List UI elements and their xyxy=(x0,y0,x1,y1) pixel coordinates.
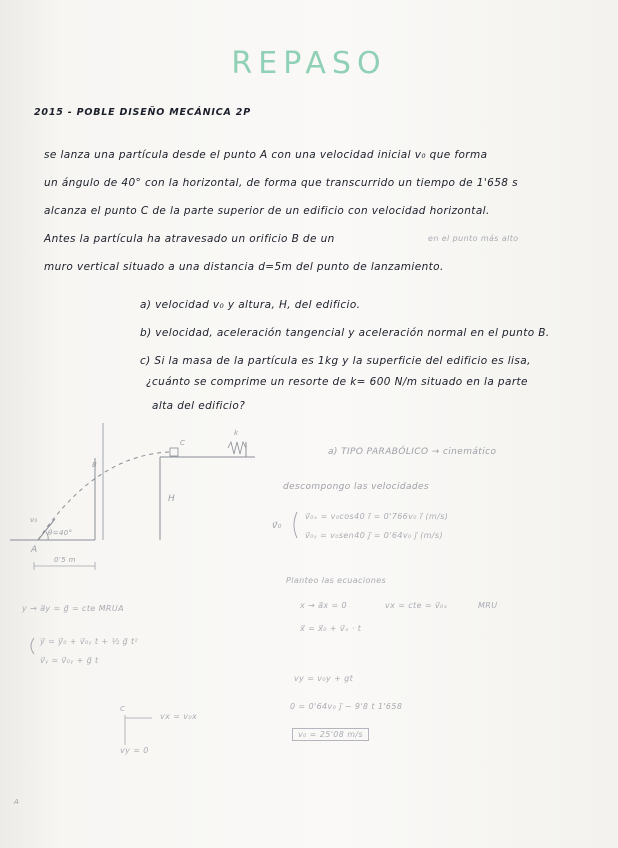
question-a: a) velocidad v₀ y altura, H, del edificio. xyxy=(140,299,361,311)
vy-equation: vy = v₀y + gt xyxy=(294,674,354,683)
problem-line-2: un ángulo de 40° con la horizontal, de forma que transcurrido un tiempo de 1'658 s xyxy=(44,177,518,189)
corner-mark: A xyxy=(14,798,20,806)
label-b-point: B xyxy=(92,461,98,469)
question-c-line-2: ¿cuánto se comprime un resorte de k= 600 N/m situado en la parte xyxy=(146,376,528,388)
angle-label: θ=40° xyxy=(48,529,73,537)
problem-line-4: Antes la partícula ha atravesado un orificio B de un xyxy=(44,233,335,245)
question-b: b) velocidad, aceleración tangencial y aceleración normal en el punto B. xyxy=(140,327,550,339)
equations-heading: Planteo las ecuaciones xyxy=(286,576,387,585)
brace-v0 xyxy=(294,512,297,538)
brace-y xyxy=(31,638,34,654)
vx-constant: vx = cte = v⃗₀ₓ xyxy=(385,601,448,610)
c-vy-label: vy = 0 xyxy=(120,746,149,755)
label-v0: v₀ xyxy=(30,516,38,524)
solve-equation: 0 = 0'64v₀ j⃗ − 9'8 t 1'658 xyxy=(290,702,403,711)
result-box: v₀ = 25'08 m/s xyxy=(292,728,369,741)
inline-note: en el punto más alto xyxy=(428,234,519,243)
solution-a-heading: a) TIPO PARABÓLICO → cinemático xyxy=(328,447,497,457)
question-c-line-3: alta del edificio? xyxy=(152,400,246,412)
page-title: REPASO xyxy=(231,46,387,81)
distance-label: 0'5 m xyxy=(54,556,76,564)
decompose-heading: descompongo las velocidades xyxy=(283,482,430,492)
c-vx-label: vx = v₀x xyxy=(160,712,198,721)
problem-line-3: alcanza el punto C de la parte superior de un edificio con velocidad horizontal. xyxy=(44,205,490,217)
x-position-eq: x⃗ = x⃗₀ + v⃗ₓ · t xyxy=(300,624,362,633)
problem-line-5: muro vertical situado a una distancia d=5m del punto de lanzamiento. xyxy=(44,261,444,273)
label-k: k xyxy=(234,429,239,437)
particle-box xyxy=(170,448,178,456)
label-a-point: A xyxy=(31,545,38,555)
exam-header: 2015 - POBLE DISEÑO MECÁNICA 2P xyxy=(34,107,251,118)
v0-label: v⃗₀ xyxy=(272,521,282,531)
y-mrua: y → a⃗y = g⃗ = cte MRUA xyxy=(22,604,125,613)
question-c: c) Si la masa de la partícula es 1kg y la superficie del edificio es lisa, xyxy=(140,355,531,367)
trajectory-path xyxy=(38,452,170,540)
mru-label: MRU xyxy=(478,601,498,610)
label-h: H xyxy=(168,494,176,504)
v0y-equation: v⃗₀ᵧ = v₀sen40 j⃗ = 0'64v₀ j⃗ (m/s) xyxy=(305,531,443,540)
label-c-point: C xyxy=(180,439,186,447)
spring xyxy=(228,442,246,454)
x-axis-eq: x → a⃗x = 0 xyxy=(300,601,348,610)
y-velocity-eq: v⃗ᵧ = v⃗₀ᵧ + g⃗ t xyxy=(40,656,99,665)
problem-line-1: se lanza una partícula desde el punto A con una velocidad inicial v₀ que forma xyxy=(44,149,488,161)
c-diagram-label: C xyxy=(120,705,126,713)
v0x-equation: v⃗₀ₓ = v₀cos40 i⃗ = 0'766v₀ i⃗ (m/s) xyxy=(305,512,449,521)
y-position-eq: y⃗ = y⃗₀ + v⃗₀ᵧ t + ½ g⃗ t² xyxy=(40,637,139,646)
